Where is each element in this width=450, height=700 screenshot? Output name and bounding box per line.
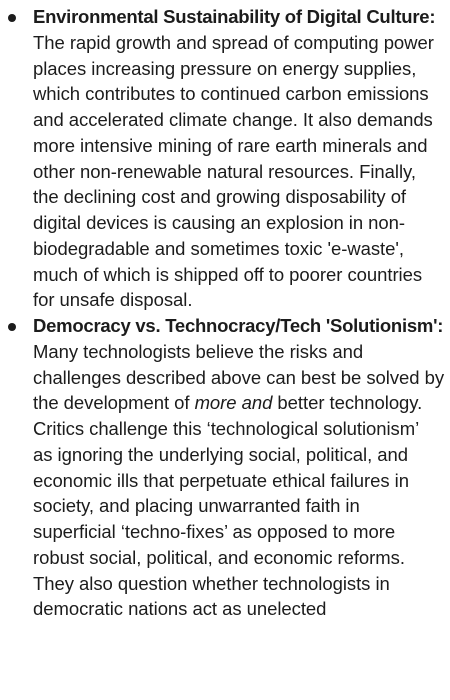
body-line: and accelerated climate change. It also demands	[33, 109, 433, 130]
bullet-list	[0, 4, 450, 622]
body-text: better technology.	[272, 392, 423, 414]
body-line: society, and placing unwarranted faith in	[33, 495, 360, 517]
body-line-with-emphasis	[33, 390, 442, 416]
body-line: other non-renewable natural resources. Finally,	[33, 160, 416, 182]
body-line: digital devices is causing an explosion in non-	[33, 212, 405, 233]
list-item-environmental-sustainability	[0, 4, 450, 313]
body-line: They also question whether technologists in	[33, 572, 390, 594]
emphasized-text: more and	[194, 392, 273, 414]
body-line: as ignoring the underlying social, political, and	[33, 443, 408, 465]
item-heading: Democracy vs. Technocracy/Tech 'Solutionism':	[33, 315, 444, 336]
body-line: for unsafe disposal.	[33, 289, 193, 311]
body-text: the development of	[33, 392, 195, 414]
body-line: Many technologists believe the risks and	[33, 340, 364, 362]
body-line: democratic nations act as unelected	[33, 598, 327, 620]
body-line: biodegradable and sometimes toxic 'e-waste',	[33, 237, 404, 259]
body-line: the declining cost and growing disposability of	[33, 186, 407, 208]
body-line: places increasing pressure on energy supplies,	[33, 57, 417, 79]
list-item-democracy-vs-technocracy	[0, 313, 450, 622]
body-line: challenges described above can best be solved by	[33, 366, 445, 388]
body-line: Critics challenge this ‘technological solutionism’	[33, 418, 420, 439]
item-heading: Environmental Sustainability of Digital Culture:	[33, 6, 436, 27]
body-line: much of which is shipped off to poorer countries	[33, 263, 423, 285]
body-line: economic ills that perpetuate ethical failures in	[33, 469, 409, 491]
body-line: which contributes to continued carbon emissions	[33, 83, 429, 105]
bullet-dot-icon	[8, 14, 16, 22]
body-line: The rapid growth and spread of computing power	[33, 31, 434, 53]
body-line: superficial ‘techno-fixes’ as opposed to more	[33, 521, 396, 542]
body-line: more intensive mining of rare earth minerals and	[33, 134, 428, 156]
body-line: robust social, political, and economic reforms.	[33, 546, 405, 568]
bullet-dot-icon	[8, 323, 16, 331]
